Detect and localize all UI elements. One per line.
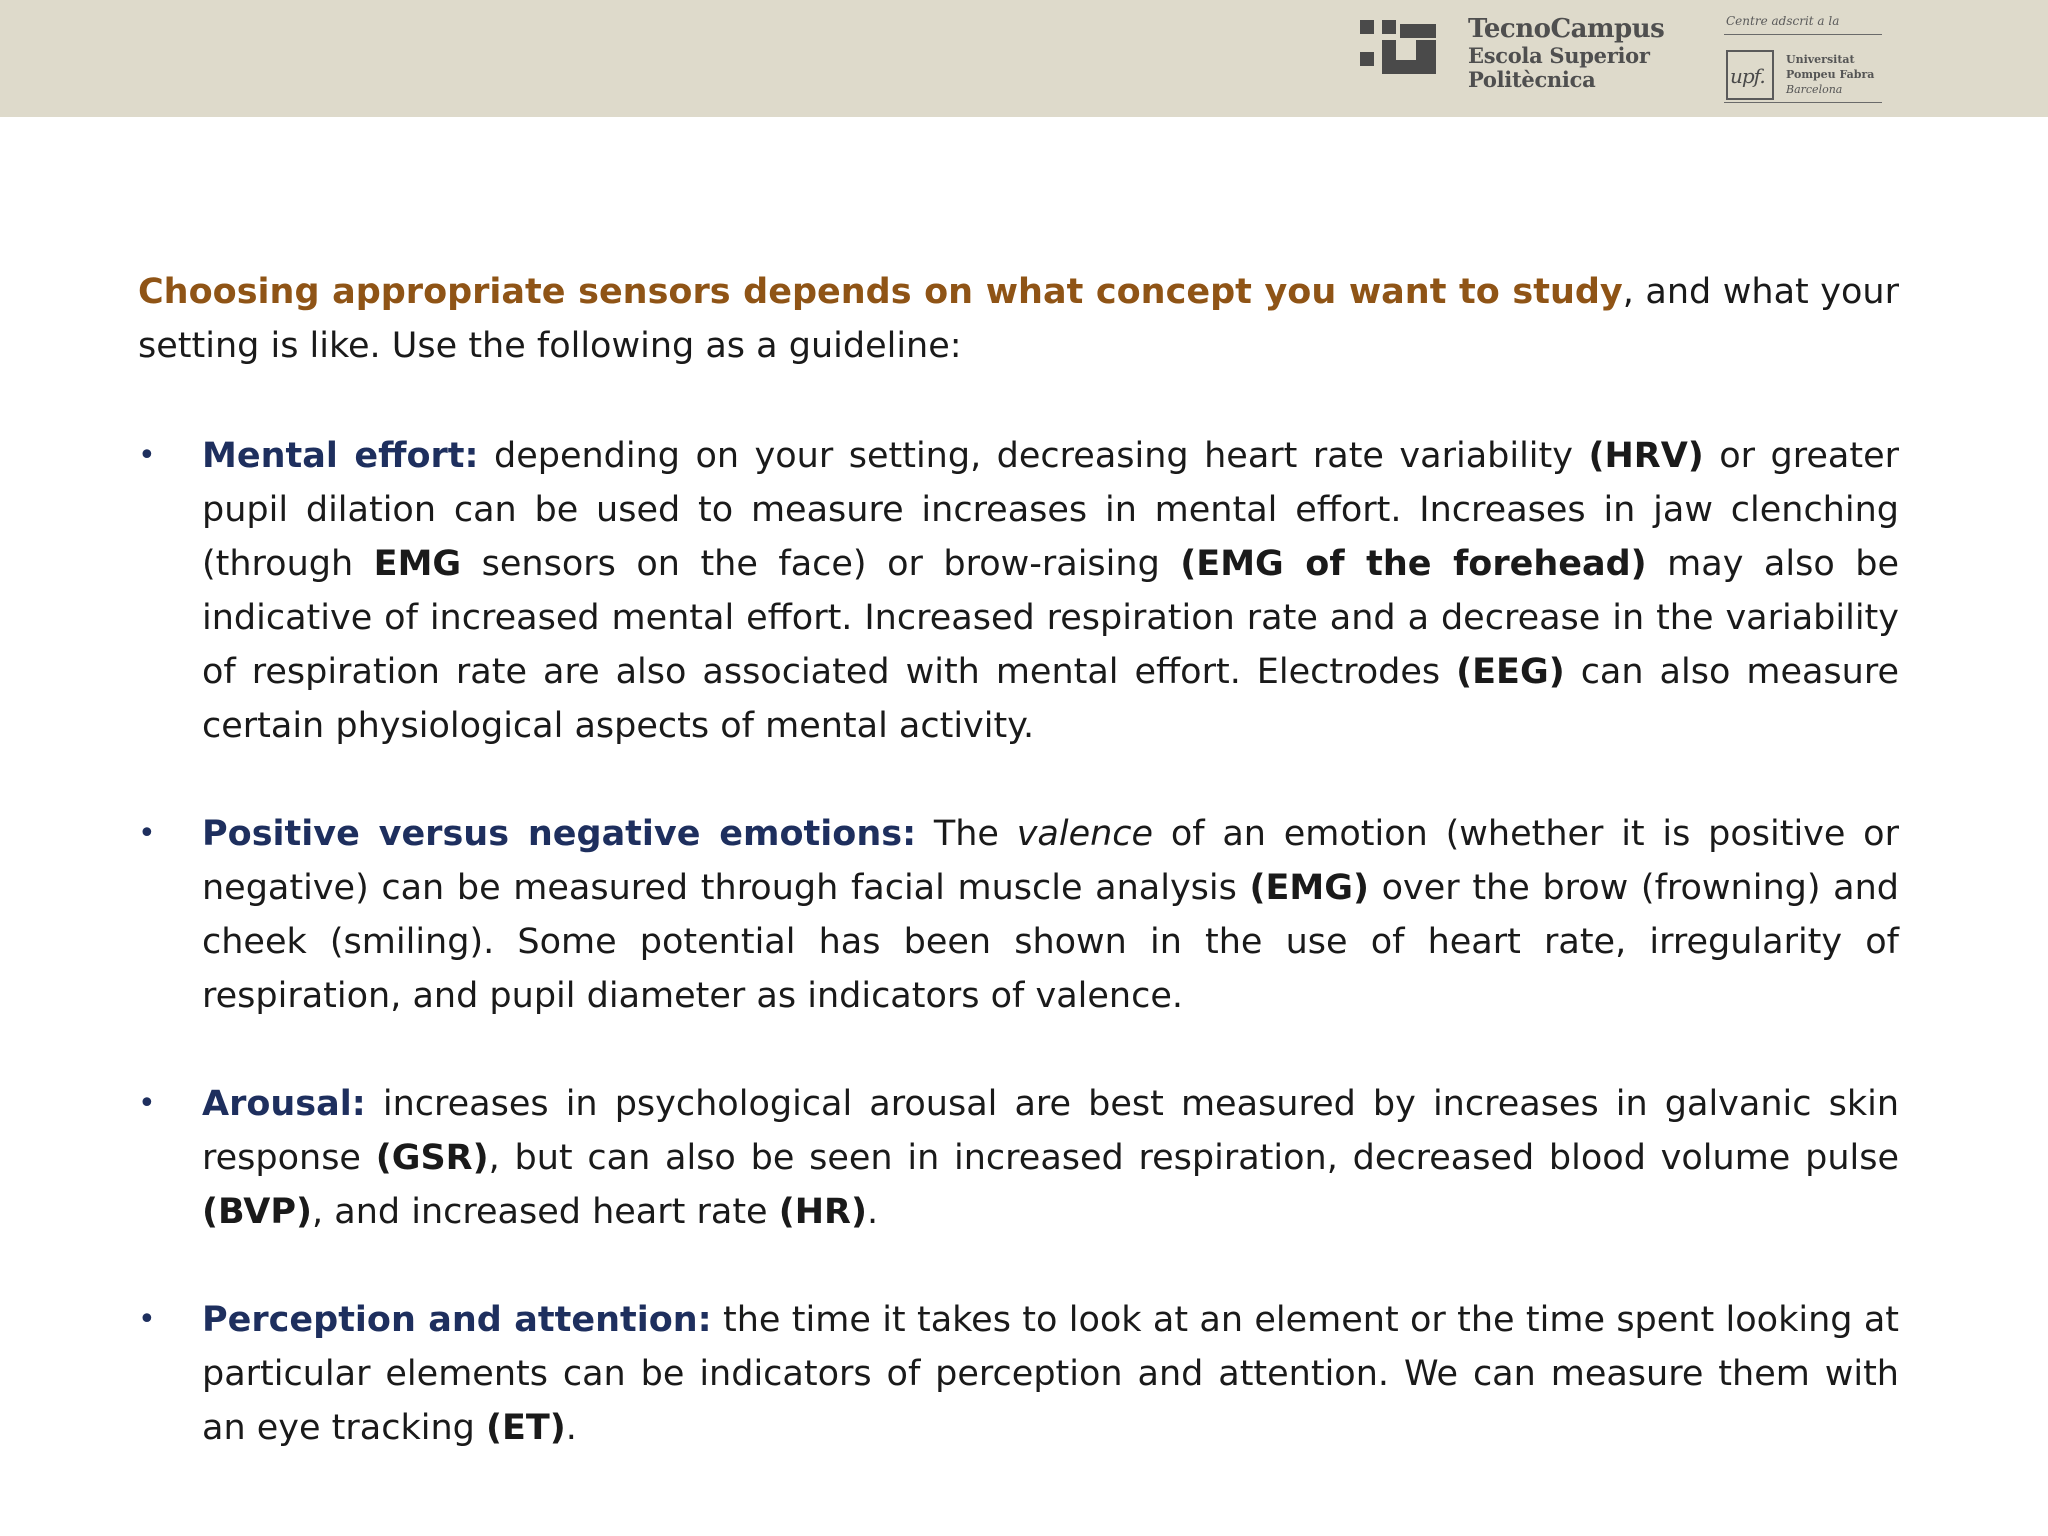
upf-logo [1724,14,1884,104]
bullet-text-run: may also be indicative of increased mental effort. Increased respiration rate and a decrease in the variability of respiration rate are also associated with mental effort. Electrodes [202,544,1899,692]
header-band [0,0,2048,117]
bullet-dot-icon: • [138,1302,156,1337]
intro-paragraph [138,265,1899,373]
bullet-text-run: or greater pupil dilation can be used to measure increases in mental effort. Increases in jaw clenching (through [202,436,1900,584]
sensor-abbrev: (ET) [485,1408,566,1448]
upf-mark-icon [1726,50,1774,100]
bullet-text [202,429,1899,753]
sensor-abbrev: (HR) [778,1192,867,1232]
tecnocampus-wordmark [1468,16,1664,90]
tecnocampus-name: TecnoCampus [1468,14,1665,44]
upf-name-line-3: Barcelona [1786,83,1843,96]
bullet-text-run: depending on your setting, decreasing heart rate variability [478,436,1589,476]
intro-rest: , and what your setting is like. Use the following as a guideline: [138,272,1899,366]
sensor-abbrev: EMG [373,544,462,584]
intro-highlight: Choosing appropriate sensors depends on what concept you want to study [138,272,1623,312]
bullet-text-run: over the brow (frowning) and cheek (smiling). Some potential has been shown in the use of heart rate, irregularity of respiration, and pupil diameter as indicators of valence. [202,868,1900,1016]
bullet-dot-icon: • [138,1086,156,1121]
bullet-term: Mental effort: [202,436,479,476]
bullet-text-run: , but can also be seen in increased respiration, decreased blood volume pulse [488,1138,1899,1178]
tecnocampus-logo-icon [1360,20,1440,76]
slide-content [138,265,1899,1509]
bullet-text [202,807,1899,1023]
bullet-text-run: can also measure certain physiological aspects of mental activity. [202,652,1899,746]
upf-name-line-2: Pompeu Fabra [1786,68,1875,81]
bullet-item-perception [138,1293,1899,1455]
sensor-abbrev: (EMG of the forehead) [1180,544,1647,584]
bullet-text [202,1077,1899,1239]
tecnocampus-school-line-2: Politècnica [1468,67,1596,92]
bullet-text-run: of an emotion (whether it is positive or negative) can be measured through facial muscle analysis [202,814,1899,908]
upf-top-rule [1724,34,1882,35]
sensor-abbrev: (BVP) [202,1192,312,1232]
emphasis-term: valence [1016,814,1154,854]
bullet-text-run: the time it takes to look at an element or the time spent looking at particular elements can be indicators of perception and attention. We can measure them with an eye tracking [202,1300,1899,1448]
upf-university-name [1786,52,1874,97]
bullet-text-run: . [866,1192,879,1232]
bullet-item-arousal [138,1077,1899,1239]
bullet-text [202,1293,1899,1455]
bullet-text-run: sensors on the face) or brow-raising [461,544,1181,584]
bullet-text-run: The [916,814,1017,854]
bullet-dot-icon: • [138,816,156,851]
bullet-text-run: , and increased heart rate [312,1192,779,1232]
upf-name-line-1: Universitat [1786,53,1855,66]
tecnocampus-school-line: Escola Superior [1468,43,1650,68]
bullet-dot-icon: • [138,438,156,473]
sensor-abbrev: (EMG) [1249,868,1369,908]
bullet-term: Perception and attention: [202,1300,712,1340]
bullet-item-emotions [138,807,1899,1023]
bullet-term: Positive versus negative emotions: [202,814,917,854]
upf-bottom-rule [1724,102,1882,103]
sensor-abbrev: (EEG) [1456,652,1565,692]
upf-mark-text: upf. [1730,64,1765,88]
sensor-abbrev: (HRV) [1588,436,1704,476]
bullet-item-mental-effort [138,429,1899,753]
bullet-text-run: . [565,1408,577,1448]
bullet-text-run: increases in psychological arousal are best measured by increases in galvanic skin response [202,1084,1899,1178]
upf-caption: Centre adscrit a la [1726,14,1840,28]
bullet-term: Arousal: [202,1084,366,1124]
sensor-abbrev: (GSR) [375,1138,489,1178]
